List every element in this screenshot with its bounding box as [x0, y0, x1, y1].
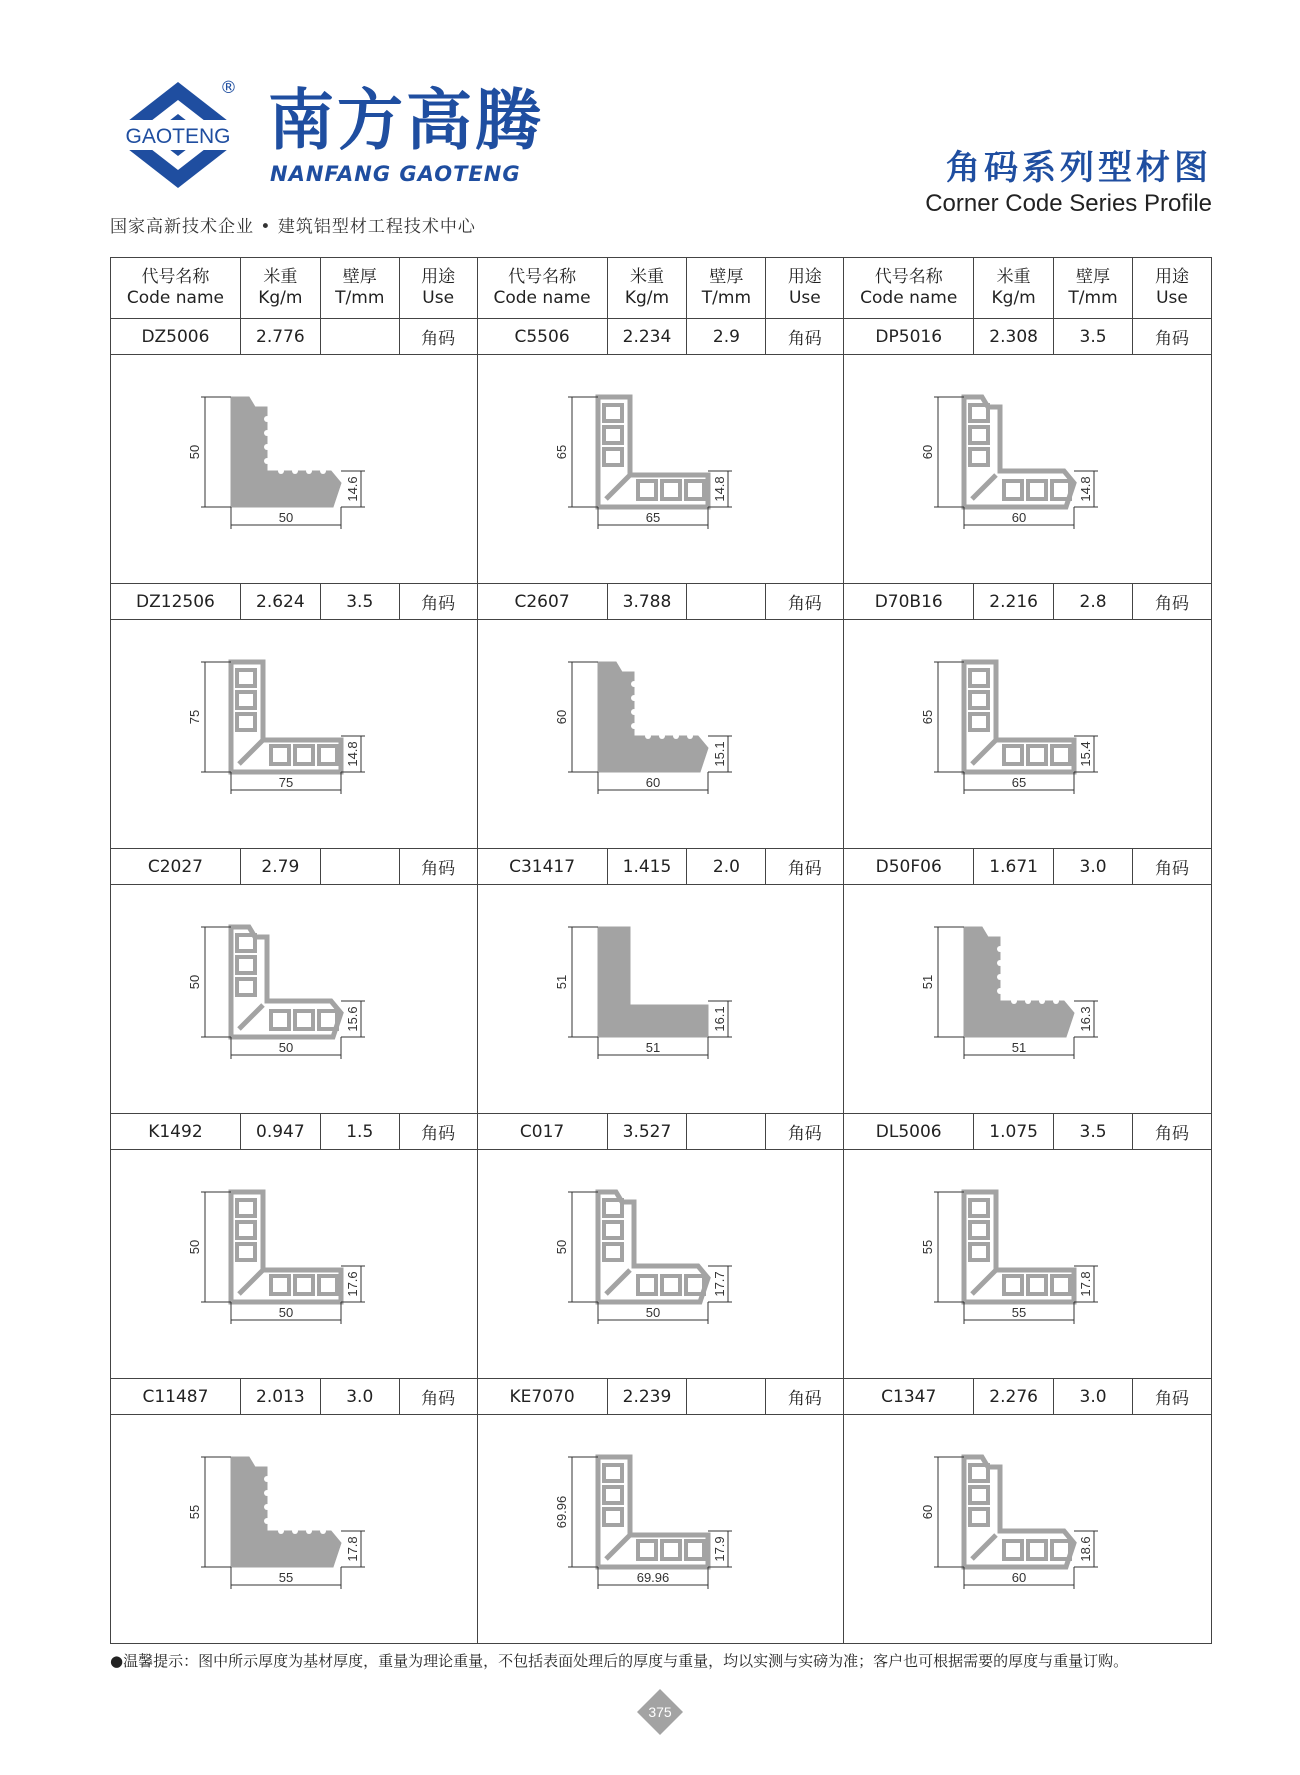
- profile-image-row: [111, 1150, 1211, 1379]
- code-cell: C11487: [111, 1379, 241, 1414]
- weight-cell: 1.671: [974, 849, 1054, 884]
- profile-notch: [1053, 998, 1059, 1004]
- profile-notch: [264, 430, 270, 436]
- dimension-thickness: 15.6: [345, 1006, 360, 1032]
- profile-svg: [844, 620, 1210, 847]
- thickness-cell: 3.0: [1054, 849, 1133, 884]
- profile-drawing: [920, 662, 1098, 794]
- profile-notch: [278, 1528, 284, 1534]
- code-cell: C5506: [478, 319, 608, 354]
- code-cell: DZ5006: [111, 319, 241, 354]
- header-label-cn: 代号名称: [141, 267, 210, 287]
- profile-outline: [598, 927, 708, 1037]
- dimension-vertical: 75: [187, 709, 202, 725]
- dimension-thickness: 18.6: [1078, 1536, 1094, 1562]
- dimension-horizontal: 50: [645, 1305, 660, 1320]
- header-label-en: Use: [422, 288, 455, 308]
- weight-cell: 1.075: [974, 1114, 1054, 1149]
- use-cell: 角码: [400, 319, 478, 354]
- profile-notch: [306, 1528, 312, 1534]
- thickness-cell: 3.5: [1054, 1114, 1133, 1149]
- code-cell: K1492: [111, 1114, 241, 1149]
- profile-notch: [631, 681, 637, 687]
- weight-cell: 2.234: [608, 319, 688, 354]
- header-label-en: T/mm: [1068, 288, 1118, 308]
- profile-notch: [659, 733, 665, 739]
- profile-svg: [111, 355, 477, 582]
- profile-notch: [997, 946, 1003, 952]
- dimension-thickness: 14.8: [345, 741, 360, 767]
- profile-image-cell: [111, 620, 478, 848]
- dimension-vertical: 50: [187, 974, 202, 990]
- weight-cell: 3.788: [608, 584, 688, 619]
- profile-notch: [278, 468, 284, 474]
- use-cell: 角码: [1154, 594, 1189, 614]
- profile-image-cell: [844, 620, 1211, 848]
- profile-image-cell: [478, 355, 845, 583]
- table-body: [111, 319, 1211, 1643]
- brand-name-cn: 南方高腾: [268, 82, 544, 159]
- dimension-vertical: 65: [920, 709, 936, 725]
- profile-drawing: [554, 927, 732, 1059]
- profile-notch: [673, 733, 679, 739]
- thickness-cell: [687, 584, 766, 619]
- profile-image-cell: [844, 1415, 1211, 1643]
- profile-notch: [659, 998, 665, 1004]
- code-cell: C31417: [478, 849, 608, 884]
- use-cell: 角码: [400, 849, 478, 884]
- profile-outline: [964, 927, 1074, 1037]
- profile-image-cell: [478, 620, 845, 848]
- use-cell: 角码: [766, 1114, 844, 1149]
- thickness-cell: 2.8: [1054, 584, 1133, 619]
- code-cell: C017: [478, 1114, 608, 1149]
- header-thickness: [321, 258, 400, 318]
- dimension-vertical: 60: [920, 444, 936, 460]
- logo-text: GAOTENG: [125, 125, 231, 148]
- profile-notch: [1039, 998, 1045, 1004]
- table-row: [111, 1114, 1211, 1150]
- profile-notch: [645, 733, 651, 739]
- weight-cell: 0.947: [241, 1114, 321, 1149]
- header-label-cn: 用途: [421, 267, 456, 287]
- code-cell: C1347: [844, 1379, 974, 1414]
- dimension-vertical: 65: [553, 444, 569, 460]
- code-cell: KE7070: [478, 1379, 608, 1414]
- dimension-horizontal: 75: [278, 775, 294, 790]
- profile-notch: [264, 1518, 270, 1524]
- thickness-cell: 2.9: [687, 319, 766, 354]
- dimension-horizontal: 50: [278, 1040, 294, 1055]
- dimension-horizontal: 51: [1012, 1040, 1027, 1055]
- profile-notch: [631, 946, 637, 952]
- weight-cell: 2.776: [241, 319, 321, 354]
- profile-svg: [844, 1415, 1210, 1642]
- header-code-name: [111, 258, 241, 318]
- dimension-vertical: 69.96: [553, 1495, 569, 1529]
- dimension-vertical: 51: [920, 974, 936, 990]
- code-cell: C2607: [478, 584, 608, 619]
- profile-drawing: [554, 662, 732, 794]
- profile-notch: [264, 1490, 270, 1496]
- dimension-horizontal: 65: [1012, 775, 1027, 790]
- profile-outline: [598, 662, 708, 772]
- header-label-cn: 米重: [263, 267, 298, 287]
- profile-image-row: [111, 885, 1211, 1114]
- profile-image-row: [111, 620, 1211, 849]
- code-cell: DZ12506: [111, 584, 241, 619]
- weight-cell: 2.624: [241, 584, 321, 619]
- header-label-cn: 米重: [629, 267, 664, 287]
- profile-svg: [111, 620, 477, 847]
- profile-notch: [292, 468, 298, 474]
- profile-notch: [1011, 998, 1017, 1004]
- dimension-thickness: 17.9: [711, 1536, 727, 1562]
- profile-image-cell: [844, 1150, 1211, 1378]
- dimension-thickness: 15.4: [1078, 741, 1094, 767]
- profile-image-cell: [111, 1150, 478, 1378]
- header-label-cn: 用途: [787, 267, 822, 287]
- dimension-horizontal: 60: [1012, 1570, 1027, 1585]
- header-weight: [974, 258, 1054, 318]
- dimension-horizontal: 55: [278, 1570, 294, 1585]
- profile-image-cell: [844, 885, 1211, 1113]
- use-cell: 角码: [1154, 859, 1189, 879]
- dimension-thickness: 17.7: [711, 1271, 727, 1297]
- dimension-thickness: 14.6: [345, 476, 360, 502]
- code-cell: DP5016: [844, 319, 974, 354]
- dimension-horizontal: 69.96: [636, 1570, 669, 1585]
- header-label-cn: 米重: [996, 267, 1031, 287]
- weight-cell: 2.79: [241, 849, 321, 884]
- profile-notch: [264, 1504, 270, 1510]
- profile-notch: [673, 998, 679, 1004]
- header-thickness: [687, 258, 766, 318]
- dimension-vertical: 55: [187, 1504, 202, 1520]
- profile-drawing: [187, 1457, 365, 1589]
- header-label-cn: 壁厚: [709, 267, 744, 287]
- header-weight: [241, 258, 321, 318]
- table-header-row: [111, 258, 1211, 319]
- header-label-en: Kg/m: [258, 288, 303, 308]
- header-code-name: [478, 258, 608, 318]
- profile-svg: [478, 355, 844, 582]
- profile-notch: [997, 988, 1003, 994]
- page-title-cn: 角码系列型材图: [946, 148, 1212, 188]
- use-cell: 角码: [1154, 1389, 1189, 1409]
- profile-notch: [631, 709, 637, 715]
- profile-svg: [844, 1150, 1210, 1377]
- profile-svg: [478, 620, 844, 847]
- dimension-thickness: 15.1: [711, 741, 727, 767]
- weight-cell: 1.415: [608, 849, 688, 884]
- code-cell: D70B16: [844, 584, 974, 619]
- header-label-cn: 壁厚: [342, 267, 377, 287]
- profile-image-cell: [478, 885, 845, 1113]
- table-row: [111, 849, 1211, 885]
- profile-table: [110, 257, 1212, 1644]
- dimension-horizontal: 50: [278, 510, 294, 525]
- profile-drawing: [187, 1192, 365, 1324]
- profile-notch: [997, 960, 1003, 966]
- header-label-en: Use: [1156, 288, 1188, 308]
- thickness-cell: [321, 849, 400, 884]
- dimension-horizontal: 60: [1012, 510, 1027, 525]
- profile-image-cell: [111, 885, 478, 1113]
- profile-image-cell: [478, 1415, 845, 1643]
- profile-image-cell: [478, 1150, 845, 1378]
- profile-notch: [687, 998, 693, 1004]
- header-label-cn: 用途: [1154, 267, 1189, 287]
- header-weight: [608, 258, 688, 318]
- profile-notch: [631, 723, 637, 729]
- use-cell: 角码: [766, 849, 844, 884]
- profile-image-cell: [111, 355, 478, 583]
- profile-notch: [264, 444, 270, 450]
- dimension-thickness: 14.8: [1078, 476, 1094, 502]
- dimension-thickness: 17.8: [345, 1536, 360, 1562]
- profile-drawing: [187, 662, 365, 794]
- profile-outline: [231, 397, 341, 507]
- dimension-horizontal: 65: [645, 510, 660, 525]
- code-cell: D50F06: [844, 849, 974, 884]
- header-use: [1133, 258, 1211, 318]
- dimension-vertical: 50: [187, 1239, 202, 1255]
- thickness-cell: [687, 1379, 766, 1414]
- page-header: [0, 0, 1300, 250]
- header-label-en: Kg/m: [624, 288, 670, 308]
- profile-drawing: [554, 1457, 732, 1589]
- page-number-badge: [636, 1688, 684, 1736]
- profile-drawing: [920, 1192, 1098, 1324]
- dimension-vertical: 60: [920, 1504, 936, 1520]
- profile-svg: [844, 355, 1210, 582]
- profile-svg: [478, 1150, 844, 1377]
- profile-notch: [645, 998, 651, 1004]
- profile-notch: [1025, 998, 1031, 1004]
- brand-name-en: NANFANG GAOTENG: [270, 162, 521, 186]
- header-thickness: [1054, 258, 1133, 318]
- header-label-en: T/mm: [335, 288, 385, 308]
- dimension-vertical: 50: [553, 1239, 569, 1255]
- profile-svg: [478, 1415, 844, 1642]
- profile-notch: [997, 974, 1003, 980]
- profile-drawing: [920, 1457, 1098, 1589]
- profile-image-cell: [111, 1415, 478, 1643]
- profile-svg: [844, 885, 1210, 1112]
- dimension-vertical: 50: [187, 444, 202, 460]
- dimension-thickness: 16.1: [711, 1006, 727, 1032]
- weight-cell: 3.527: [608, 1114, 688, 1149]
- weight-cell: 2.013: [241, 1379, 321, 1414]
- header-label-en: T/mm: [701, 288, 752, 308]
- thickness-cell: [687, 1114, 766, 1149]
- use-cell: 角码: [1154, 1124, 1189, 1144]
- weight-cell: 2.239: [608, 1379, 688, 1414]
- profile-drawing: [920, 397, 1098, 529]
- profile-notch: [631, 695, 637, 701]
- use-cell: 角码: [400, 1114, 478, 1149]
- use-cell: 角码: [766, 1379, 844, 1414]
- profile-drawing: [187, 927, 365, 1059]
- weight-cell: 2.276: [974, 1379, 1054, 1414]
- weight-cell: 2.308: [974, 319, 1054, 354]
- profile-svg: [111, 1415, 477, 1642]
- dimension-horizontal: 55: [1012, 1305, 1027, 1320]
- header-use: [400, 258, 478, 318]
- profile-image-row: [111, 355, 1211, 584]
- profile-drawing: [554, 1192, 732, 1324]
- profile-image-cell: [844, 355, 1211, 583]
- dimension-vertical: 51: [553, 974, 569, 990]
- dimension-vertical: 60: [553, 709, 569, 725]
- profile-notch: [292, 1528, 298, 1534]
- thickness-cell: 3.0: [321, 1379, 400, 1414]
- profile-notch: [631, 988, 637, 994]
- dimension-horizontal: 51: [645, 1040, 660, 1055]
- profile-notch: [687, 733, 693, 739]
- header-label-en: Use: [788, 288, 821, 308]
- thickness-cell: 3.5: [321, 584, 400, 619]
- profile-svg: [111, 1150, 477, 1377]
- profile-image-row: [111, 1415, 1211, 1643]
- use-cell: 角码: [1154, 329, 1189, 349]
- footnote: ●温馨提示：图中所示厚度为基材厚度，重量为理论重量，不包括表面处理后的厚度与重量，均以实测与实磅为准；客户也可根据需要的厚度与重量订购。: [110, 1652, 1129, 1670]
- profile-drawing: [920, 927, 1098, 1059]
- profile-notch: [306, 468, 312, 474]
- dimension-thickness: 16.3: [1078, 1006, 1094, 1032]
- thickness-cell: 3.5: [1054, 319, 1133, 354]
- profile-notch: [320, 1528, 326, 1534]
- page-title-en: Corner Code Series Profile: [925, 190, 1212, 217]
- dimension-horizontal: 50: [278, 1305, 294, 1320]
- header-use: [766, 258, 844, 318]
- use-cell: 角码: [400, 1379, 478, 1414]
- use-cell: 角码: [766, 319, 844, 354]
- profile-drawing: [554, 397, 732, 529]
- use-cell: 角码: [766, 584, 844, 619]
- use-cell: 角码: [400, 584, 478, 619]
- profile-drawing: [187, 397, 365, 529]
- profile-notch: [631, 960, 637, 966]
- thickness-cell: 1.5: [321, 1114, 400, 1149]
- header-label-cn: 代号名称: [508, 267, 577, 287]
- table-row: [111, 584, 1211, 620]
- code-cell: C2027: [111, 849, 241, 884]
- header-label-en: Code name: [860, 288, 958, 308]
- thickness-cell: 3.0: [1054, 1379, 1133, 1414]
- profile-notch: [264, 458, 270, 464]
- header-label-cn: 代号名称: [874, 267, 943, 287]
- dimension-thickness: 17.6: [345, 1271, 360, 1297]
- dimension-vertical: 55: [920, 1239, 936, 1255]
- dimension-thickness: 17.8: [1078, 1271, 1094, 1297]
- profile-svg: [478, 885, 844, 1112]
- profile-notch: [264, 1476, 270, 1482]
- header-label-en: Code name: [493, 288, 591, 308]
- header-label-cn: 壁厚: [1076, 267, 1111, 287]
- profile-notch: [631, 974, 637, 980]
- profile-outline: [231, 1457, 341, 1567]
- thickness-cell: [321, 319, 400, 354]
- thickness-cell: 2.0: [687, 849, 766, 884]
- page-number: 375: [648, 1704, 672, 1720]
- header-code-name: [844, 258, 974, 318]
- header-label-en: Kg/m: [991, 288, 1036, 308]
- code-cell: DL5006: [844, 1114, 974, 1149]
- profile-svg: [111, 885, 477, 1112]
- table-row: [111, 1379, 1211, 1415]
- header-label-en: Code name: [126, 288, 224, 308]
- brand-tagline: 国家高新技术企业 • 建筑铝型材工程技术中心: [110, 217, 476, 237]
- table-row: [111, 319, 1211, 355]
- registered-mark: ®: [220, 78, 237, 98]
- weight-cell: 2.216: [974, 584, 1054, 619]
- dimension-thickness: 14.8: [711, 476, 727, 502]
- dimension-horizontal: 60: [645, 775, 660, 790]
- profile-notch: [264, 416, 270, 422]
- profile-notch: [320, 468, 326, 474]
